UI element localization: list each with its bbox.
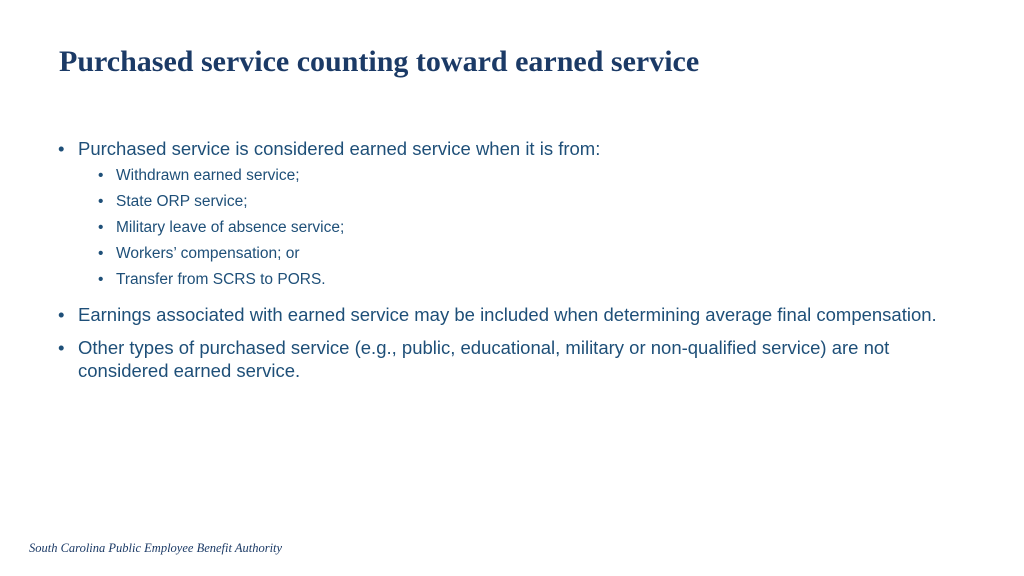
sub-bullet-text: Workers’ compensation; or (116, 245, 300, 262)
spacer (58, 293, 958, 303)
sub-bullet-text: Withdrawn earned service; (116, 167, 300, 184)
bullet-text: Other types of purchased service (e.g., public, educational, military or non-qualified service) are not considered earned service. (78, 337, 890, 381)
sub-bullet-item (98, 163, 958, 189)
bullet-icon: • (98, 193, 104, 210)
sub-bullet-item (98, 241, 958, 267)
bullet-list (58, 137, 958, 382)
bullet-icon: • (98, 167, 104, 184)
bullet-icon: • (58, 138, 65, 159)
slide-title: Purchased service counting toward earned service (59, 45, 700, 78)
footer-organization-name: South Carolina Public Employee Benefit Authority (29, 541, 283, 555)
spacer (58, 326, 958, 336)
sub-bullet-text: Military leave of absence service; (116, 219, 345, 236)
bullet-icon: • (98, 219, 104, 236)
bullet-item-earnings (58, 303, 958, 326)
bullet-text: Purchased service is considered earned service when it is from: (78, 138, 601, 159)
bullet-text: Earnings associated with earned service may be included when determining average final compensation. (78, 304, 937, 325)
bullet-icon: • (98, 271, 104, 288)
bullet-icon: • (58, 304, 65, 325)
sub-bullet-text: Transfer from SCRS to PORS. (116, 271, 326, 288)
sub-bullet-item (98, 215, 958, 241)
bullet-icon: • (58, 337, 65, 358)
sub-bullet-item (98, 267, 958, 293)
sub-bullet-text: State ORP service; (116, 193, 248, 210)
bullet-item-earned-service-sources (58, 137, 958, 160)
sub-bullet-item (98, 189, 958, 215)
bullet-icon: • (98, 245, 104, 262)
sub-bullet-list (98, 163, 958, 293)
bullet-item-other-types (58, 336, 958, 382)
